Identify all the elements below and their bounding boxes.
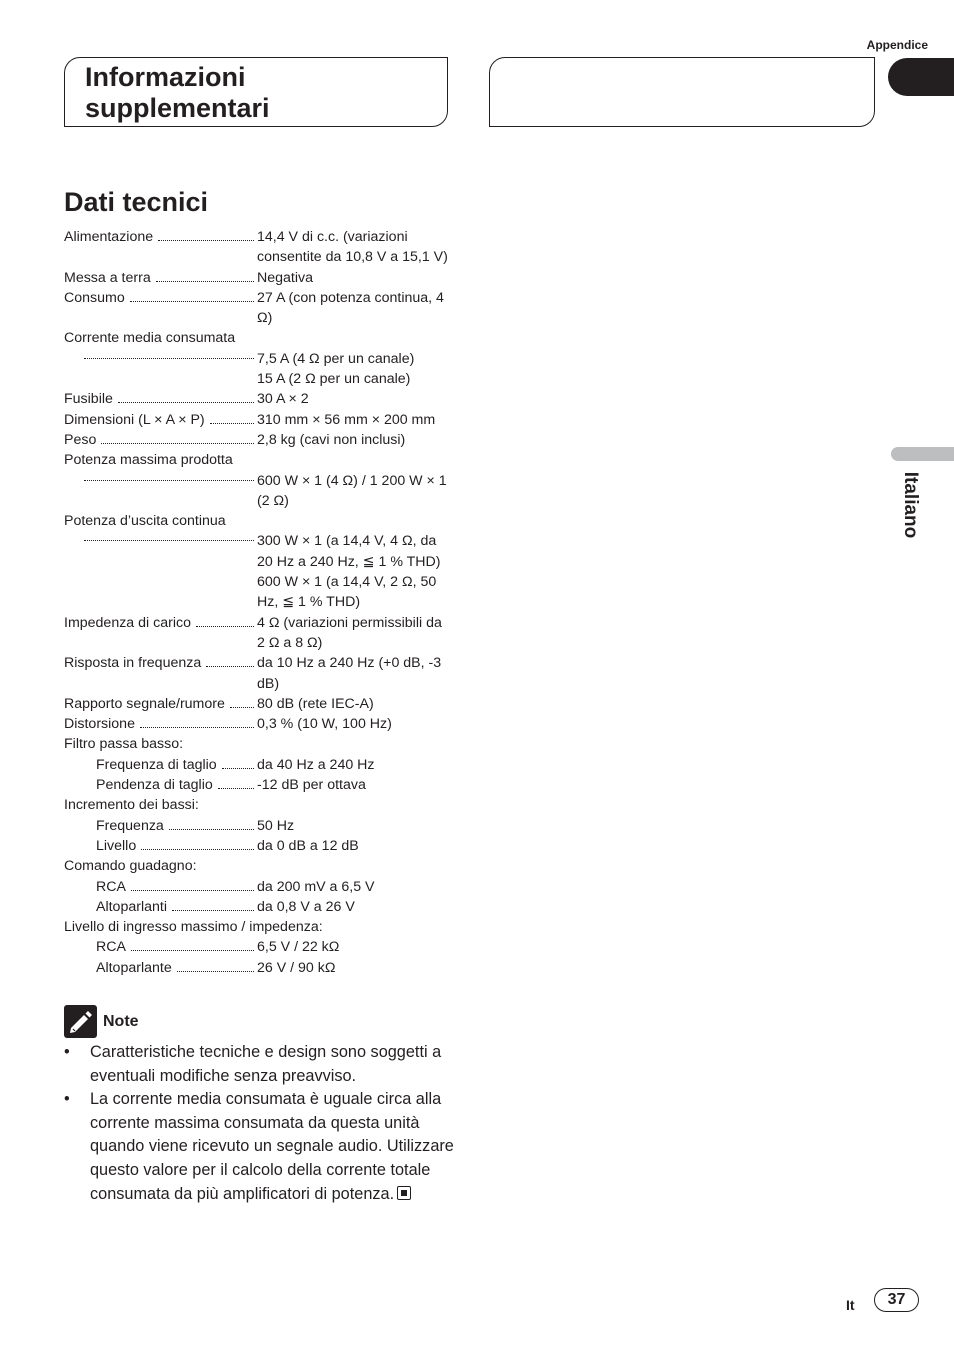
dot-leader	[84, 349, 254, 359]
spec-label-cell	[64, 836, 257, 856]
spec-label-cell	[64, 471, 257, 481]
spec-value: 600 W × 1 (a 14,4 V, 2 Ω, 50 Hz, ≦ 1 % THD)	[257, 574, 437, 611]
spec-group-label: Comando guadagno:	[64, 858, 197, 875]
spec-label-cell	[64, 410, 257, 430]
spec-group-label: Corrente media consumata	[64, 330, 236, 347]
spec-value: 50 Hz	[257, 817, 295, 834]
spec-label: Frequenza	[96, 817, 164, 834]
spec-value: 30 A × 2	[257, 391, 309, 408]
spec-label-cell	[64, 653, 257, 673]
spec-row	[64, 937, 454, 957]
spec-label: Altoparlanti	[96, 898, 167, 915]
spec-row	[64, 572, 454, 613]
spec-label-cell	[64, 897, 257, 917]
dot-leader	[206, 657, 254, 667]
page-number: 37	[874, 1288, 919, 1312]
blank-title-box	[489, 57, 875, 127]
spec-label: Frequenza di taglio	[96, 756, 217, 773]
note-item	[64, 1088, 456, 1206]
spec-value: 310 mm × 56 mm × 200 mm	[257, 411, 436, 428]
dot-leader	[131, 941, 254, 951]
spec-row	[64, 288, 454, 329]
dot-leader	[131, 881, 254, 891]
spec-value: 7,5 A (4 Ω per un canale)	[257, 350, 415, 367]
spec-group-label: Potenza massima prodotta	[64, 452, 233, 469]
note-item-text: Caratteristiche tecniche e design sono soggetti a eventuali modifiche senza preavviso.	[90, 1043, 442, 1085]
page-heading: Dati tecnici	[64, 187, 209, 217]
spec-label: Pendenza di taglio	[96, 777, 213, 794]
spec-label-cell	[64, 816, 257, 836]
spec-group-label: Potenza d’uscita continua	[64, 513, 226, 530]
spec-label: Peso	[64, 431, 97, 448]
dot-leader	[141, 840, 254, 850]
dot-leader	[130, 292, 254, 302]
spec-group-label: Incremento dei bassi:	[64, 797, 199, 814]
spec-label: Alimentazione	[64, 229, 154, 245]
language-side-tab	[891, 447, 954, 461]
spec-row	[64, 836, 454, 856]
spec-row	[64, 755, 454, 775]
spec-label: Fusibile	[64, 391, 113, 408]
spec-label-cell	[64, 755, 257, 775]
spec-group-label: Livello di ingresso massimo / impedenza:	[64, 919, 323, 936]
spec-label-cell	[64, 268, 257, 288]
spec-label-cell	[64, 613, 257, 633]
spec-value: da 0 dB a 12 dB	[257, 837, 359, 854]
note-title: Note	[103, 1012, 139, 1030]
spec-value: da 40 Hz a 240 Hz	[257, 756, 375, 773]
spec-row	[64, 897, 454, 917]
dot-leader	[118, 393, 254, 403]
language-code: It	[846, 1297, 855, 1313]
appendix-tab-marker	[888, 58, 954, 96]
spec-row	[64, 410, 454, 430]
spec-label-cell	[64, 389, 257, 409]
spec-value: Negativa	[257, 269, 313, 286]
spec-row	[64, 653, 454, 694]
dot-leader	[222, 759, 254, 769]
dot-leader	[196, 617, 254, 627]
spec-row	[64, 877, 454, 897]
spec-value: 2,8 kg (cavi non inclusi)	[257, 431, 406, 448]
spec-label: Risposta in frequenza	[64, 655, 202, 672]
spec-label: Dimensioni (L × A × P)	[64, 411, 205, 428]
spec-row	[64, 471, 454, 512]
spec-row	[64, 349, 454, 369]
spec-label-cell	[64, 288, 257, 308]
spec-label-cell	[64, 958, 257, 978]
spec-label: Impedenza di carico	[64, 614, 191, 631]
spec-row	[64, 227, 454, 268]
spec-label: Consumo	[64, 289, 125, 306]
spec-label: Messa a terra	[64, 269, 151, 286]
spec-row	[64, 430, 454, 450]
bullet: •	[64, 1043, 70, 1061]
dot-leader	[230, 698, 254, 708]
dot-leader	[169, 820, 254, 830]
spec-row	[64, 775, 454, 795]
spec-value: 600 W × 1 (4 Ω) / 1 200 W × 1 (2 Ω)	[257, 472, 447, 509]
spec-value: 27 A (con potenza continua, 4 Ω)	[257, 289, 444, 327]
pencil-icon	[64, 1005, 97, 1038]
spec-label-cell	[64, 775, 257, 795]
spec-row	[64, 714, 454, 734]
dot-leader	[218, 779, 254, 789]
spec-value: 26 V / 90 kΩ	[257, 959, 336, 976]
spec-label: Rapporto segnale/rumore	[64, 695, 225, 712]
spec-label-cell	[64, 227, 257, 247]
spec-value: da 10 Hz a 240 Hz (+0 dB, -3 dB)	[257, 655, 442, 692]
spec-row	[64, 369, 454, 389]
spec-label: RCA	[96, 878, 126, 895]
spec-label-cell	[64, 937, 257, 957]
spec-row	[64, 694, 454, 714]
note-header	[64, 1005, 139, 1038]
dot-leader	[177, 962, 254, 972]
spec-table	[64, 227, 454, 978]
bullet: •	[64, 1090, 70, 1109]
end-mark-icon	[397, 1186, 411, 1200]
spec-label: Livello	[96, 837, 137, 854]
dot-leader	[101, 434, 254, 444]
spec-value: 300 W × 1 (a 14,4 V, 4 Ω, da 20 Hz a 240 Hz, ≦ 1 % THD)	[257, 533, 441, 570]
dot-leader	[140, 718, 254, 728]
dot-leader	[84, 531, 254, 541]
spec-value: da 200 mV a 6,5 V	[257, 878, 375, 895]
appendix-label: Appendice	[866, 38, 928, 52]
spec-label-cell	[64, 877, 257, 897]
side-language-label: Italiano	[900, 471, 921, 539]
spec-row	[64, 389, 454, 409]
spec-value: 0,3 % (10 W, 100 Hz)	[257, 716, 392, 733]
dot-leader	[210, 414, 254, 424]
spec-group-label: Filtro passa basso:	[64, 736, 184, 753]
spec-row	[64, 816, 454, 836]
spec-label: RCA	[96, 939, 126, 956]
dot-leader	[156, 272, 254, 282]
spec-label-cell	[64, 714, 257, 734]
spec-value: -12 dB per ottava	[257, 777, 366, 794]
spec-row	[64, 958, 454, 978]
spec-label-cell	[64, 531, 257, 541]
section-title: Informazioni supplementari	[85, 62, 270, 123]
note-item	[64, 1041, 456, 1088]
note-list	[64, 1041, 456, 1206]
spec-value: 14,4 V di c.c. (variazioni consentite da 10,8 V a 15,1 V)	[257, 229, 448, 266]
dot-leader	[84, 471, 254, 481]
dot-leader	[158, 231, 254, 241]
spec-value: da 0,8 V a 26 V	[257, 898, 355, 915]
spec-label: Altoparlante	[96, 959, 172, 976]
spec-value: 80 dB (rete IEC-A)	[257, 695, 374, 712]
spec-label-cell	[64, 349, 257, 359]
section-title-box	[64, 57, 448, 127]
spec-label-cell	[64, 430, 257, 450]
spec-row	[64, 531, 454, 572]
spec-label-cell	[64, 694, 257, 714]
note-item-text: La corrente media consumata è uguale circa alla corrente massima consumata da questa unità quando viene ricevuto un segnale audio. Utilizzare questo valore per il calcolo della corrente totale consumata da più amplificatori di potenza.	[90, 1090, 454, 1203]
spec-row	[64, 268, 454, 288]
spec-value: 4 Ω (variazioni permissibili da 2 Ω a 8 Ω)	[257, 614, 442, 651]
spec-value: 6,5 V / 22 kΩ	[257, 939, 340, 956]
spec-row	[64, 613, 454, 654]
spec-value: 15 A (2 Ω per un canale)	[257, 371, 411, 388]
dot-leader	[172, 901, 254, 911]
spec-label: Distorsione	[64, 716, 135, 733]
